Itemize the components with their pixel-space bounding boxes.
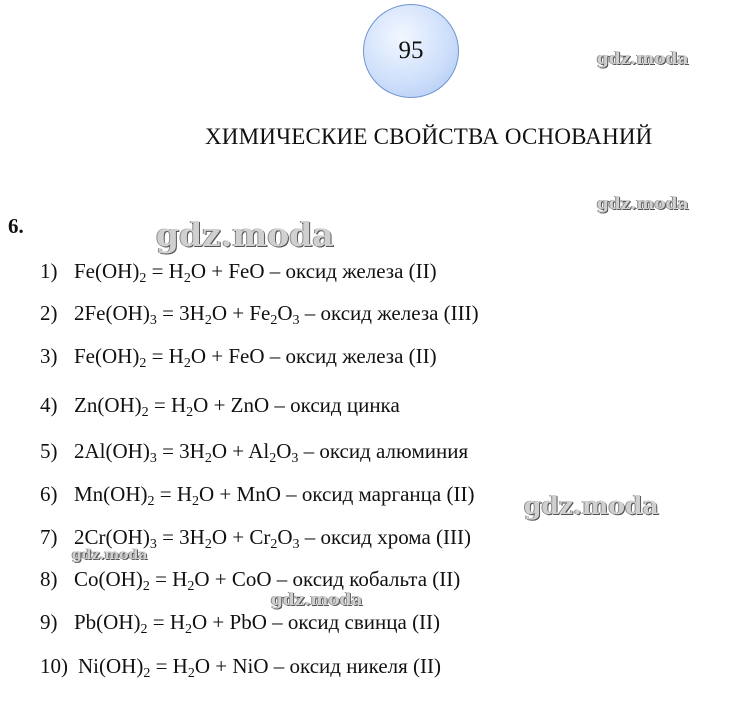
equation-text: $2Fe(OH)_3 = 3H_2O + Fe_2O_3$ – оксид железа (III) (74, 301, 479, 328)
equation-number: 10) (40, 654, 68, 678)
equation-item (40, 344, 437, 369)
watermark: gdz.moda (524, 491, 659, 520)
equation-number: 8) (40, 567, 58, 591)
equation-item (40, 525, 471, 550)
equation-number: 9) (40, 610, 58, 634)
equation-item (40, 482, 474, 507)
equation-text: $2Cr(OH)_3 = 3H_2O + Cr_2O_3$ – оксид хрома (III) (74, 525, 471, 552)
equation-number: 3) (40, 344, 58, 368)
task-number: 6. (8, 214, 24, 238)
watermark: gdz.moda (72, 547, 148, 563)
equation-number: 6) (40, 482, 58, 506)
equation-item (40, 259, 437, 284)
equation-item (40, 610, 440, 635)
watermark: gdz.moda (271, 590, 363, 610)
equation-text: $Co(OH)_2 = H_2O$ + CoO – оксид кобальта (II) (74, 567, 461, 594)
equation-number: 1) (40, 259, 58, 283)
page-number-badge (363, 4, 459, 98)
watermark: gdz.moda (597, 194, 689, 214)
equation-item (40, 654, 441, 679)
equation-number: 4) (40, 393, 58, 417)
equation-text: $Zn(OH)_2 = H_2O$ + ZnO – оксид цинка (74, 393, 400, 420)
equation-item (40, 439, 468, 464)
equation-item (40, 567, 460, 592)
equation-text: $Fe(OH)_2 = H_2O$ + FeO – оксид железа (II) (74, 344, 437, 371)
equation-text: $Mn(OH)_2 = H_2O$ + MnO – оксид марганца (II) (74, 482, 475, 509)
section-title: ХИМИЧЕСКИЕ СВОЙСТВА ОСНОВАНИЙ (205, 124, 653, 149)
equation-item (40, 301, 479, 326)
equation-number: 2) (40, 301, 58, 325)
equation-item (40, 393, 400, 418)
equation-text: $Fe(OH)_2 = H_2O$ + FeO – оксид железа (II) (74, 259, 437, 286)
equation-number: 5) (40, 439, 58, 463)
equation-text: $2Al(OH)_3 = 3H_2O + Al_2O_3$ – оксид алюминия (74, 439, 469, 466)
watermark: gdz.moda (156, 215, 334, 254)
equation-text: $Ni(OH)_2 = H_2O$ + NiO – оксид никеля (II) (78, 654, 442, 681)
equation-text: $Pb(OH)_2 = H_2O$ + PbO – оксид свинца (II) (74, 610, 441, 637)
page-number: 95 (398, 37, 424, 64)
watermark: gdz.moda (597, 49, 689, 69)
equation-number: 7) (40, 525, 58, 549)
